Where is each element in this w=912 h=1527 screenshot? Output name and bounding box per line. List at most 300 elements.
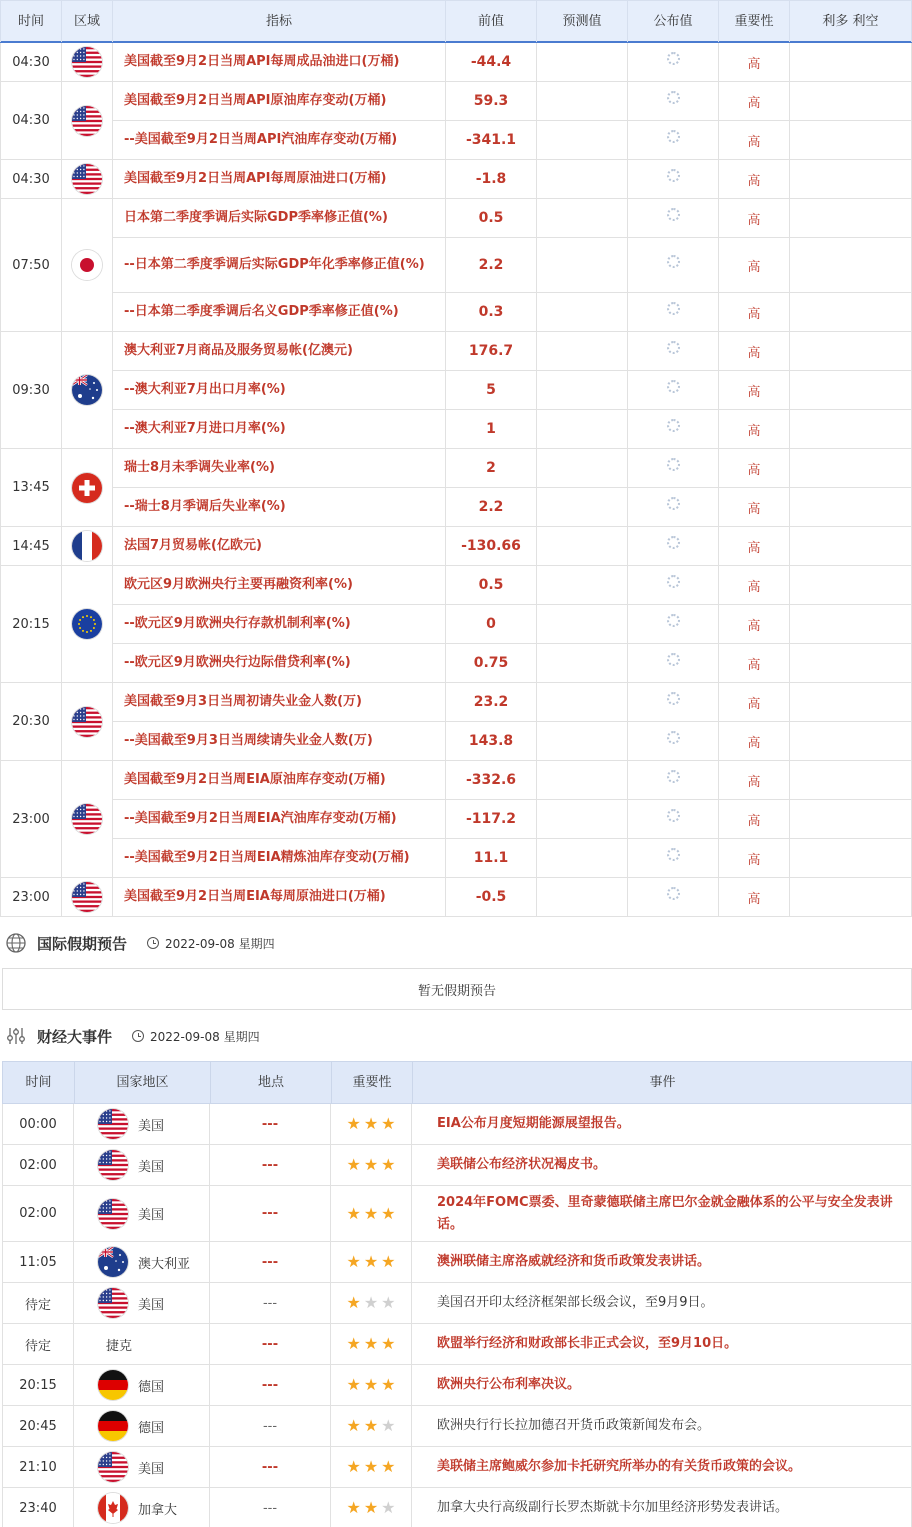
indicator-name: --日本第二季度季调后实际GDP年化季率修正值(%) <box>113 238 446 293</box>
us-flag-icon <box>72 106 102 136</box>
eu-flag-icon <box>72 609 102 639</box>
forecast-value <box>537 293 628 332</box>
bull-bear-cell <box>790 566 912 605</box>
previous-value: 59.3 <box>446 82 537 121</box>
previous-value: -117.2 <box>446 800 537 839</box>
event-description: 2024年FOMC票委、里奇蒙德联储主席巴尔金就金融体系的公平与安全发表讲话。 <box>412 1186 912 1242</box>
events-header-2: 地点 <box>211 1062 332 1103</box>
us-flag-icon <box>72 47 102 77</box>
indicator-name: 美国截至9月2日当周API原油库存变动(万桶) <box>113 82 446 121</box>
event-importance <box>331 1145 412 1186</box>
importance-label: 高 <box>719 722 790 761</box>
actual-value <box>628 566 719 605</box>
bull-bear-cell <box>790 683 912 722</box>
event-time: 13:45 <box>0 449 62 527</box>
previous-value: 0.3 <box>446 293 537 332</box>
loading-spinner-icon <box>667 770 680 783</box>
actual-value <box>628 839 719 878</box>
us-flag-icon <box>72 882 102 912</box>
country-name: 德国 <box>138 1379 165 1395</box>
importance-label: 高 <box>719 121 790 160</box>
region-cell <box>62 527 113 566</box>
us-flag-icon <box>98 1199 128 1229</box>
event-place: --- <box>210 1283 331 1324</box>
indicator-name: --澳大利亚7月出口月率(%) <box>113 371 446 410</box>
australia-flag-icon <box>98 1247 128 1277</box>
events-header-4: 事件 <box>413 1062 912 1103</box>
canada-flag-icon <box>98 1493 128 1523</box>
event-time: 02:00 <box>2 1145 74 1186</box>
germany-flag-icon <box>98 1370 128 1400</box>
us-flag-icon <box>98 1452 128 1482</box>
previous-value: 11.1 <box>446 839 537 878</box>
event-description: 美联储主席鲍威尔参加卡托研究所举办的有关货币政策的会议。 <box>412 1447 912 1488</box>
us-flag-icon <box>98 1288 128 1318</box>
loading-spinner-icon <box>667 614 680 627</box>
event-time: 09:30 <box>0 332 62 449</box>
bull-bear-cell <box>790 82 912 121</box>
event-time: 20:15 <box>2 1365 74 1406</box>
event-description: 美联储公布经济状况褐皮书。 <box>412 1145 912 1186</box>
previous-value: 0 <box>446 605 537 644</box>
bull-bear-cell <box>790 527 912 566</box>
bull-bear-cell <box>790 410 912 449</box>
header-5: 公布值 <box>628 1 719 42</box>
importance-label: 高 <box>719 332 790 371</box>
star-icon: ★ <box>346 1416 361 1435</box>
country-name: 德国 <box>138 1420 165 1436</box>
actual-value <box>628 82 719 121</box>
event-country <box>74 1104 210 1145</box>
indicator-name: 瑞士8月未季调失业率(%) <box>113 449 446 488</box>
germany-flag-icon <box>98 1411 128 1441</box>
importance-label: 高 <box>719 527 790 566</box>
importance-label: 高 <box>719 605 790 644</box>
star-icon: ★ <box>346 1375 361 1394</box>
loading-spinner-icon <box>667 692 680 705</box>
actual-value <box>628 371 719 410</box>
bull-bear-cell <box>790 371 912 410</box>
country-name: 美国 <box>138 1159 165 1175</box>
region-cell <box>62 199 113 332</box>
event-place: --- <box>210 1145 331 1186</box>
forecast-value <box>537 43 628 82</box>
actual-value <box>628 800 719 839</box>
forecast-value <box>537 160 628 199</box>
importance-label: 高 <box>719 410 790 449</box>
indicator-name: 澳大利亚7月商品及服务贸易帐(亿澳元) <box>113 332 446 371</box>
event-country <box>74 1365 210 1406</box>
bull-bear-cell <box>790 800 912 839</box>
event-time: 00:00 <box>2 1104 74 1145</box>
star-icon: ★ <box>363 1293 379 1312</box>
event-time: 待定 <box>2 1283 74 1324</box>
event-importance <box>331 1406 412 1447</box>
actual-value <box>628 605 719 644</box>
actual-value <box>628 449 719 488</box>
star-icon: ★ <box>363 1114 379 1133</box>
previous-value: 0.5 <box>446 199 537 238</box>
event-place: --- <box>210 1447 331 1488</box>
importance-label: 高 <box>719 683 790 722</box>
star-icon: ★ <box>363 1375 379 1394</box>
header-7: 利多 利空 <box>790 1 912 42</box>
actual-value <box>628 121 719 160</box>
star-icon: ★ <box>346 1114 361 1133</box>
star-icon: ★ <box>363 1457 379 1476</box>
indicator-name: 法国7月贸易帐(亿欧元) <box>113 527 446 566</box>
previous-value: -341.1 <box>446 121 537 160</box>
forecast-value <box>537 449 628 488</box>
france-flag-icon <box>72 531 102 561</box>
bull-bear-cell <box>790 449 912 488</box>
region-cell <box>62 82 113 160</box>
importance-label: 高 <box>719 43 790 82</box>
star-icon: ★ <box>381 1114 396 1133</box>
region-cell <box>62 332 113 449</box>
loading-spinner-icon <box>667 458 680 471</box>
event-country <box>74 1324 210 1365</box>
indicator-name: 欧元区9月欧洲央行主要再融资利率(%) <box>113 566 446 605</box>
bull-bear-cell <box>790 839 912 878</box>
event-description: 欧洲央行公布利率决议。 <box>412 1365 912 1406</box>
indicator-name: --美国截至9月2日当周API汽油库存变动(万桶) <box>113 121 446 160</box>
star-icon: ★ <box>346 1203 361 1223</box>
previous-value: 23.2 <box>446 683 537 722</box>
star-rating <box>346 1254 395 1270</box>
star-icon: ★ <box>381 1293 396 1312</box>
previous-value: 176.7 <box>446 332 537 371</box>
header-2: 指标 <box>113 1 446 42</box>
event-description: 欧盟举行经济和财政部长非正式会议，至9月10日。 <box>412 1324 912 1365</box>
importance-label: 高 <box>719 566 790 605</box>
bull-bear-cell <box>790 121 912 160</box>
loading-spinner-icon <box>667 497 680 510</box>
region-cell <box>62 160 113 199</box>
actual-value <box>628 644 719 683</box>
loading-spinner-icon <box>667 302 680 315</box>
event-country <box>74 1145 210 1186</box>
event-time: 14:45 <box>0 527 62 566</box>
event-country <box>74 1406 210 1447</box>
previous-value: 0.75 <box>446 644 537 683</box>
event-place: --- <box>210 1488 331 1527</box>
star-icon: ★ <box>346 1293 361 1312</box>
forecast-value <box>537 488 628 527</box>
region-cell <box>62 449 113 527</box>
indicator-name: --欧元区9月欧洲央行边际借贷利率(%) <box>113 644 446 683</box>
events-header-row <box>2 1061 912 1104</box>
country-name: 加拿大 <box>138 1502 178 1518</box>
star-rating <box>346 1459 395 1475</box>
star-icon: ★ <box>363 1252 379 1271</box>
star-icon: ★ <box>363 1155 379 1174</box>
japan-flag-icon <box>72 250 102 280</box>
holiday-empty-box <box>2 968 912 1010</box>
us-flag-icon <box>72 164 102 194</box>
actual-value <box>628 761 719 800</box>
previous-value: -44.4 <box>446 43 537 82</box>
indicator-name: --美国截至9月2日当周EIA汽油库存变动(万桶) <box>113 800 446 839</box>
actual-value <box>628 160 719 199</box>
event-country <box>74 1283 210 1324</box>
events-title: 财经大事件 <box>37 1027 113 1046</box>
indicator-name: 美国截至9月2日当周EIA每周原油进口(万桶) <box>113 878 446 917</box>
header-4: 预测值 <box>537 1 628 42</box>
region-cell <box>62 566 113 683</box>
region-cell <box>62 683 113 761</box>
forecast-value <box>537 332 628 371</box>
event-place: --- <box>210 1104 331 1145</box>
loading-spinner-icon <box>667 731 680 744</box>
forecast-value <box>537 371 628 410</box>
event-importance <box>331 1365 412 1406</box>
header-3: 前值 <box>446 1 537 42</box>
event-time: 07:50 <box>0 199 62 332</box>
loading-spinner-icon <box>667 887 680 900</box>
events-header-0: 时间 <box>3 1062 75 1103</box>
star-icon: ★ <box>346 1252 361 1271</box>
forecast-value <box>537 878 628 917</box>
loading-spinner-icon <box>667 536 680 549</box>
previous-value: -1.8 <box>446 160 537 199</box>
region-cell <box>62 43 113 82</box>
actual-value <box>628 683 719 722</box>
event-time: 04:30 <box>0 82 62 160</box>
star-icon: ★ <box>381 1375 396 1394</box>
star-rating <box>346 1203 396 1223</box>
actual-value <box>628 488 719 527</box>
actual-value <box>628 722 719 761</box>
event-country <box>74 1242 210 1283</box>
indicator-name: --澳大利亚7月进口月率(%) <box>113 410 446 449</box>
importance-label: 高 <box>719 488 790 527</box>
previous-value: -130.66 <box>446 527 537 566</box>
switzerland-flag-icon <box>72 473 102 503</box>
us-flag-icon <box>72 804 102 834</box>
loading-spinner-icon <box>667 809 680 822</box>
star-rating <box>346 1418 395 1434</box>
bull-bear-cell <box>790 878 912 917</box>
event-place: --- <box>210 1365 331 1406</box>
indicator-name: 美国截至9月2日当周API每周原油进口(万桶) <box>113 160 446 199</box>
events-section-title <box>0 1025 260 1047</box>
forecast-value <box>537 644 628 683</box>
star-icon: ★ <box>381 1457 396 1476</box>
star-icon: ★ <box>381 1252 396 1271</box>
actual-value <box>628 293 719 332</box>
event-description: 加拿大央行高级副行长罗杰斯就卡尔加里经济形势发表讲话。 <box>412 1488 912 1527</box>
forecast-value <box>537 238 628 293</box>
indicator-name: 美国截至9月2日当周API每周成品油进口(万桶) <box>113 43 446 82</box>
bull-bear-cell <box>790 160 912 199</box>
actual-value <box>628 332 719 371</box>
event-country <box>74 1447 210 1488</box>
event-time: 21:10 <box>2 1447 74 1488</box>
actual-value <box>628 238 719 293</box>
event-time: 04:30 <box>0 43 62 82</box>
header-1: 区域 <box>62 1 113 42</box>
forecast-value <box>537 527 628 566</box>
holiday-empty-text: 暂无假期预告 <box>417 983 496 999</box>
previous-value: 2.2 <box>446 238 537 293</box>
importance-label: 高 <box>719 293 790 332</box>
forecast-value <box>537 410 628 449</box>
event-description: 美国召开印太经济框架部长级会议，至9月9日。 <box>412 1283 912 1324</box>
previous-value: 5 <box>446 371 537 410</box>
star-icon: ★ <box>381 1334 396 1353</box>
header-0: 时间 <box>0 1 62 42</box>
loading-spinner-icon <box>667 130 680 143</box>
bull-bear-cell <box>790 605 912 644</box>
event-importance <box>331 1186 412 1242</box>
country-name: 美国 <box>138 1118 165 1134</box>
star-icon: ★ <box>381 1498 396 1517</box>
forecast-value <box>537 566 628 605</box>
importance-label: 高 <box>719 878 790 917</box>
event-time: 02:00 <box>2 1186 74 1242</box>
star-icon: ★ <box>346 1155 361 1174</box>
us-flag-icon <box>98 1150 128 1180</box>
events-header-1: 国家地区 <box>75 1062 211 1103</box>
bull-bear-cell <box>790 332 912 371</box>
event-country <box>74 1488 210 1527</box>
forecast-value <box>537 121 628 160</box>
indicator-name: --日本第二季度季调后名义GDP季率修正值(%) <box>113 293 446 332</box>
event-country <box>74 1186 210 1242</box>
event-description: EIA公布月度短期能源展望报告。 <box>412 1104 912 1145</box>
bull-bear-cell <box>790 293 912 332</box>
star-rating <box>346 1500 395 1516</box>
star-icon: ★ <box>381 1203 396 1223</box>
bull-bear-cell <box>790 722 912 761</box>
event-importance <box>331 1488 412 1527</box>
bull-bear-cell <box>790 488 912 527</box>
star-icon: ★ <box>381 1155 396 1174</box>
country-name: 美国 <box>138 1461 165 1477</box>
importance-label: 高 <box>719 449 790 488</box>
previous-value: 2 <box>446 449 537 488</box>
bull-bear-cell <box>790 199 912 238</box>
bull-bear-cell <box>790 644 912 683</box>
events-date-text: 2022-09-08 星期四 <box>150 1029 260 1044</box>
australia-flag-icon <box>72 375 102 405</box>
country-name: 捷克 <box>106 1338 133 1354</box>
loading-spinner-icon <box>667 169 680 182</box>
forecast-value <box>537 800 628 839</box>
star-rating <box>346 1377 395 1393</box>
importance-label: 高 <box>719 644 790 683</box>
importance-label: 高 <box>719 199 790 238</box>
event-time: 23:00 <box>0 878 62 917</box>
loading-spinner-icon <box>667 848 680 861</box>
country-name: 美国 <box>138 1208 165 1223</box>
event-time: 23:00 <box>0 761 62 878</box>
star-icon: ★ <box>346 1498 361 1517</box>
event-importance <box>331 1324 412 1365</box>
star-icon: ★ <box>346 1334 361 1353</box>
event-place: --- <box>210 1242 331 1283</box>
previous-value: 0.5 <box>446 566 537 605</box>
importance-label: 高 <box>719 238 790 293</box>
indicator-name: --欧元区9月欧洲央行存款机制利率(%) <box>113 605 446 644</box>
star-icon: ★ <box>381 1416 396 1435</box>
us-flag-icon <box>98 1109 128 1139</box>
event-time: 20:45 <box>2 1406 74 1447</box>
loading-spinner-icon <box>667 653 680 666</box>
country-name: 澳大利亚 <box>138 1256 191 1272</box>
region-cell <box>62 761 113 878</box>
star-rating <box>346 1336 395 1352</box>
importance-label: 高 <box>719 800 790 839</box>
indicator-name: --美国截至9月3日当周续请失业金人数(万) <box>113 722 446 761</box>
previous-value: -332.6 <box>446 761 537 800</box>
importance-label: 高 <box>719 761 790 800</box>
star-icon: ★ <box>346 1457 361 1476</box>
header-6: 重要性 <box>719 1 790 42</box>
us-flag-icon <box>72 707 102 737</box>
forecast-value <box>537 199 628 238</box>
sliders-icon <box>5 1025 27 1047</box>
previous-value: 1 <box>446 410 537 449</box>
forecast-value <box>537 683 628 722</box>
holiday-date <box>147 935 275 952</box>
star-icon: ★ <box>363 1416 379 1435</box>
forecast-value <box>537 605 628 644</box>
event-time: 11:05 <box>2 1242 74 1283</box>
indicator-name: --美国截至9月2日当周EIA精炼油库存变动(万桶) <box>113 839 446 878</box>
star-icon: ★ <box>363 1334 379 1353</box>
indicator-name: 美国截至9月2日当周EIA原油库存变动(万桶) <box>113 761 446 800</box>
event-description: 欧洲央行行长拉加德召开货币政策新闻发布会。 <box>412 1406 912 1447</box>
event-importance <box>331 1104 412 1145</box>
importance-label: 高 <box>719 82 790 121</box>
holiday-title: 国际假期预告 <box>37 934 128 953</box>
actual-value <box>628 410 719 449</box>
clock-icon <box>132 1030 144 1042</box>
indicator-name: 日本第二季度季调后实际GDP季率修正值(%) <box>113 199 446 238</box>
event-importance <box>331 1242 412 1283</box>
loading-spinner-icon <box>667 255 680 268</box>
event-time: 04:30 <box>0 160 62 199</box>
actual-value <box>628 878 719 917</box>
forecast-value <box>537 839 628 878</box>
event-place: --- <box>210 1324 331 1365</box>
loading-spinner-icon <box>667 91 680 104</box>
event-time: 23:40 <box>2 1488 74 1527</box>
event-time: 待定 <box>2 1324 74 1365</box>
importance-label: 高 <box>719 839 790 878</box>
star-rating <box>346 1157 395 1173</box>
event-place: --- <box>210 1186 331 1242</box>
loading-spinner-icon <box>667 419 680 432</box>
actual-value <box>628 43 719 82</box>
country-name: 美国 <box>138 1297 165 1313</box>
bull-bear-cell <box>790 761 912 800</box>
loading-spinner-icon <box>667 575 680 588</box>
event-importance <box>331 1283 412 1324</box>
holiday-date-text: 2022-09-08 星期四 <box>165 936 275 951</box>
star-rating <box>346 1295 395 1311</box>
event-importance <box>331 1447 412 1488</box>
event-place: --- <box>210 1406 331 1447</box>
star-icon: ★ <box>363 1498 379 1517</box>
bull-bear-cell <box>790 238 912 293</box>
forecast-value <box>537 722 628 761</box>
clock-icon <box>147 937 159 949</box>
importance-label: 高 <box>719 160 790 199</box>
loading-spinner-icon <box>667 341 680 354</box>
